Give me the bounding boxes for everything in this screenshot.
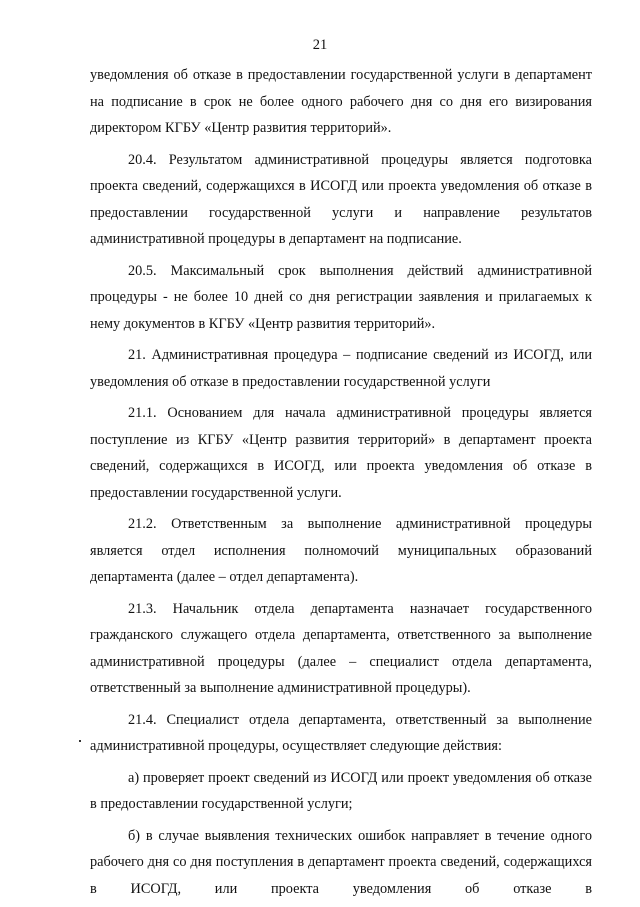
page-number: 21	[312, 37, 328, 53]
paragraph-20-4: 20.4. Результатом административной процедуры является подготовка проекта сведений, содержащихся в ИСОГД или проекта уведомления об отказе в предоставлении государственной услуги и направление результатов административной процедуры в департамент на подписание.	[90, 151, 592, 247]
document-body	[90, 62, 592, 907]
paragraph-item-b: б) в случае выявления технических ошибок направляет в течение одного рабочего дня со дня поступления в департамент проекта сведений, содержащихся в ИСОГД, или проекта уведомления об отказе в	[90, 827, 592, 897]
paragraph-item-a: а) проверяет проект сведений из ИСОГД или проект уведомления об отказе в предоставлении государственной услуги;	[90, 769, 592, 812]
paragraph-21-2: 21.2. Ответственным за выполнение административной процедуры является отдел исполнения полномочий муниципальных образований департамента (далее – отдел департамента).	[90, 516, 592, 585]
paragraph-continuation: уведомления об отказе в предоставлении государственной услуги в департамент на подписание в срок не более одного рабочего дня со дня его визирования директором КГБУ «Центр развития территорий».	[90, 67, 592, 136]
margin-dot	[79, 740, 81, 742]
paragraph-21-3: 21.3. Начальник отдела департамента назначает государственного гражданского служащего отдела департамента, ответственного за выполнение административной процедуры (далее – специалист отдела департамента, ответственный за выполнение административной процедуры).	[90, 600, 592, 696]
paragraph-20-5: 20.5. Максимальный срок выполнения действий административной процедуры - не более 10 дней со дня регистрации заявления и прилагаемых к нему документов в КГБУ «Центр развития территорий».	[90, 262, 592, 332]
paragraph-21-1: 21.1. Основанием для начала административной процедуры является поступление из КГБУ «Центр развития территорий» в департамент проекта сведений, содержащихся в ИСОГД, или проекта уведомления об отказе в предоставлении государственной услуги.	[90, 405, 592, 501]
paragraph-21: 21. Административная процедура – подписание сведений из ИСОГД, или уведомления об отказе в предоставлении государственной услуги	[90, 347, 592, 390]
paragraph-21-4: 21.4. Специалист отдела департамента, ответственный за выполнение административной процедуры, осуществляет следующие действия:	[90, 711, 592, 754]
